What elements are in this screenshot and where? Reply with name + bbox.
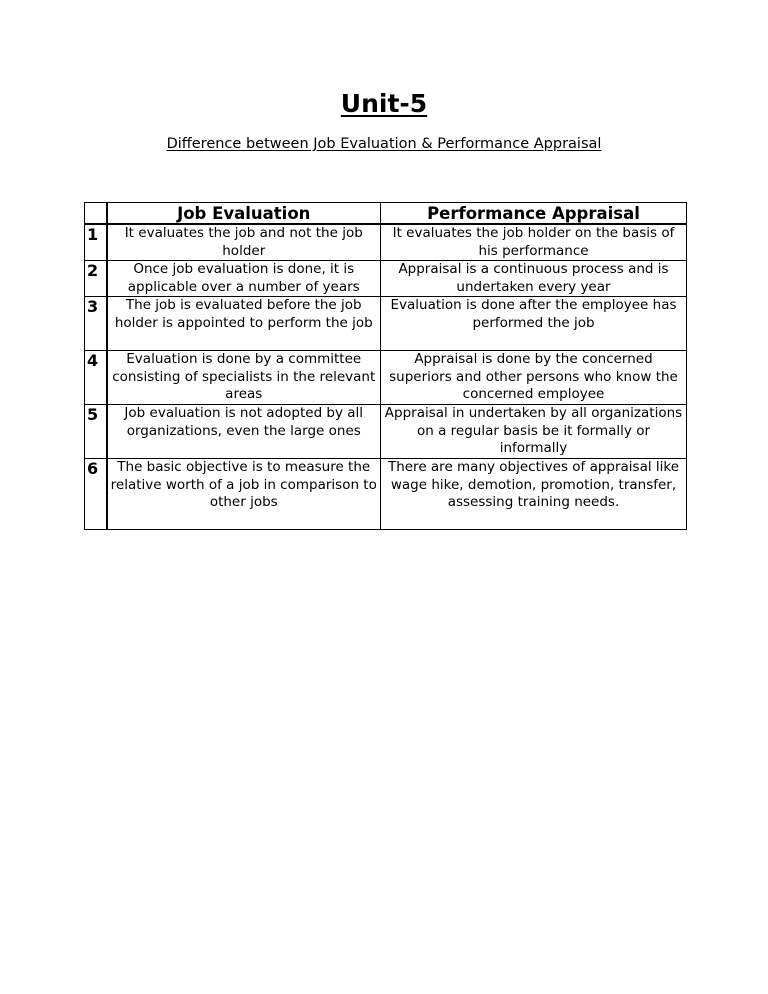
header-performance-appraisal: Performance Appraisal [381, 203, 687, 225]
row-number: 4 [85, 351, 107, 405]
performance-appraisal-cell: Appraisal is a continuous process and is undertaken every year [381, 261, 687, 297]
comparison-table [84, 202, 687, 530]
row-number: 5 [85, 405, 107, 459]
row-number: 2 [85, 261, 107, 297]
table-header-row [85, 203, 687, 225]
job-evaluation-cell: Evaluation is done by a committee consisting of specialists in the relevant areas [107, 351, 381, 405]
table-row [85, 261, 687, 297]
row-number: 6 [85, 459, 107, 530]
job-evaluation-cell: It evaluates the job and not the job holder [107, 224, 381, 261]
table-row [85, 459, 687, 530]
page-subtitle: Difference between Job Evaluation & Performance Appraisal [166, 136, 602, 152]
performance-appraisal-cell: Appraisal in undertaken by all organizations on a regular basis be it formally or informally [381, 405, 687, 459]
performance-appraisal-cell: Appraisal is done by the concerned superiors and other persons who know the concerned employee [381, 351, 687, 405]
row-number: 3 [85, 297, 107, 351]
performance-appraisal-cell: There are many objectives of appraisal like wage hike, demotion, promotion, transfer, assessing training needs. [381, 459, 687, 530]
header-number [85, 203, 107, 225]
performance-appraisal-cell: Evaluation is done after the employee has performed the job [381, 297, 687, 351]
table-row [85, 224, 687, 261]
table-row [85, 297, 687, 351]
job-evaluation-cell: Once job evaluation is done, it is applicable over a number of years [107, 261, 381, 297]
table-row [85, 351, 687, 405]
row-number: 1 [85, 224, 107, 261]
performance-appraisal-cell: It evaluates the job holder on the basis of his performance [381, 224, 687, 261]
table-row [85, 405, 687, 459]
job-evaluation-cell: The job is evaluated before the job holder is appointed to perform the job [107, 297, 381, 351]
page-title: Unit-5 [340, 89, 428, 118]
job-evaluation-cell: Job evaluation is not adopted by all organizations, even the large ones [107, 405, 381, 459]
job-evaluation-cell: The basic objective is to measure the relative worth of a job in comparison to other jobs [107, 459, 381, 530]
header-job-evaluation: Job Evaluation [107, 203, 381, 225]
